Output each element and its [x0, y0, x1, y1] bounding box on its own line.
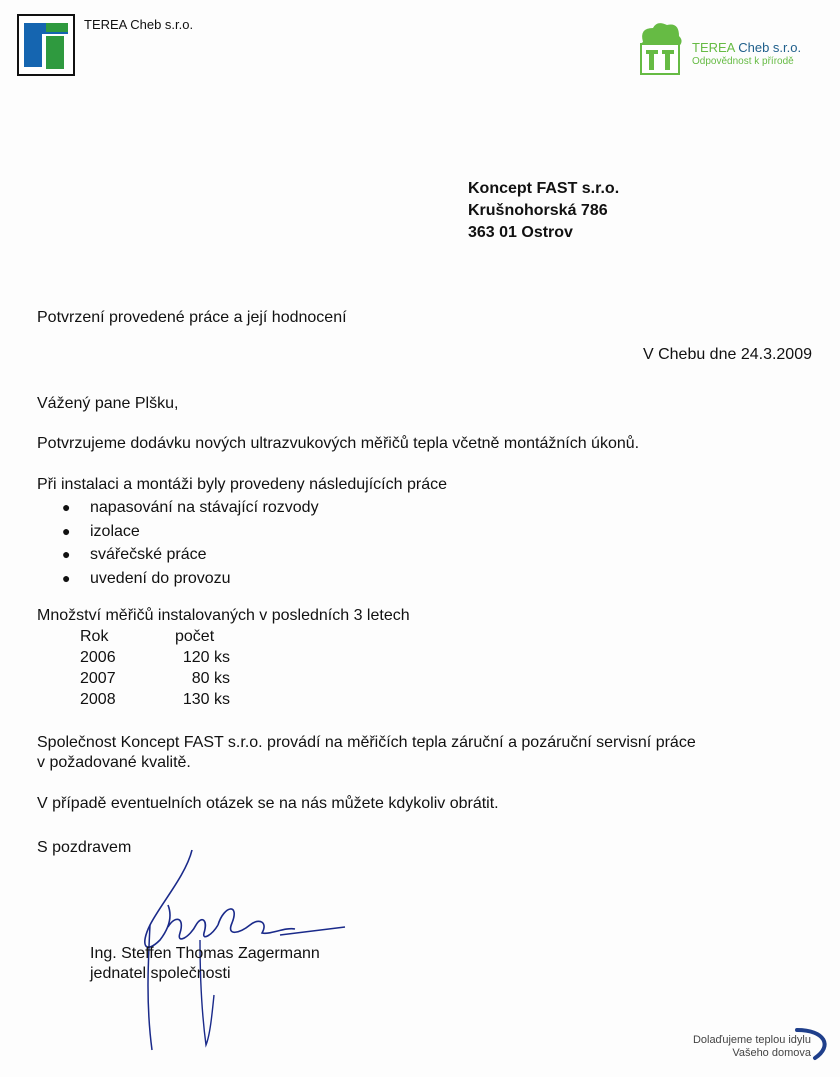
- bullet-icon: ●: [62, 569, 71, 586]
- table-cell-year: 2007: [80, 670, 116, 687]
- bullet-icon: ●: [62, 499, 71, 515]
- table-cell-year: 2006: [80, 649, 116, 666]
- signer-role: jednatel společnosti: [90, 965, 231, 982]
- terea-logo-left: [17, 14, 75, 76]
- table-header-year: Rok: [80, 628, 109, 645]
- table-row: [80, 689, 280, 710]
- recipient-line: Koncept FAST s.r.o.: [468, 180, 620, 197]
- closing: S pozdravem: [37, 839, 132, 856]
- bullet-icon: ●: [62, 522, 71, 539]
- meters-table: [80, 626, 280, 710]
- meters-intro: Množství měřičů instalovaných v posledních 3 letech: [37, 607, 410, 624]
- works-intro: Při instalaci a montáži byly provedeny následujících práce: [37, 476, 447, 493]
- confirmation-paragraph: Potvrzujeme dodávku nových ultrazvukových měřičů tepla včetně montážních úkonů.: [37, 435, 640, 452]
- table-cell-count: 80 ks: [191, 670, 230, 687]
- table-cell-count: 120 ks: [182, 649, 230, 666]
- footer-slogan: [666, 1034, 811, 1060]
- works-list: [62, 496, 319, 590]
- brand-name: TEREA Cheb s.r.o.: [692, 40, 802, 55]
- company-name-header: TEREA Cheb s.r.o.: [84, 17, 194, 32]
- table-cell-year: 2008: [80, 691, 116, 708]
- recipient-line: Krušnohorská 786: [468, 202, 608, 219]
- table-cell-count: 130 ks: [182, 691, 230, 708]
- questions-paragraph: V případě eventuelních otázek se na nás můžete kdykoliv obrátit.: [37, 795, 499, 812]
- list-item: ● napasování na stávající rozvody: [62, 496, 319, 520]
- bullet-icon: ●: [62, 546, 71, 562]
- footer-slogan-line: Vašeho domova: [732, 1047, 811, 1059]
- terea-tree-logo: [635, 20, 685, 76]
- salutation: Vážený pane Plšku,: [37, 395, 179, 412]
- letter-date: V Chebu dne 24.3.2009: [642, 346, 812, 363]
- service-paragraph-line: Společnost Koncept FAST s.r.o. provádí na měřičích tepla záruční a pozáruční servisní práce: [37, 734, 696, 751]
- swoosh-icon: [795, 1026, 835, 1062]
- table-header-count: počet: [175, 628, 215, 645]
- list-item: ● uvedení do provozu: [62, 567, 319, 591]
- table-row: [80, 647, 280, 668]
- brand-tagline: Odpovědnost k přírodě: [692, 56, 794, 67]
- table-header-row: [80, 626, 280, 647]
- letter-subject: Potvrzení provedené práce a její hodnocení: [37, 309, 347, 326]
- table-row: [80, 668, 280, 689]
- service-paragraph-line: v požadované kvalitě.: [37, 754, 191, 771]
- recipient-line: 363 01 Ostrov: [468, 224, 573, 241]
- list-item: ● svářečské práce: [62, 543, 319, 567]
- signer-name: Ing. Steffen Thomas Zagermann: [90, 945, 320, 962]
- footer-slogan-line: Dolaďujeme teplou idylu: [692, 1034, 811, 1046]
- recipient-address: [468, 178, 619, 244]
- list-item: ● izolace: [62, 520, 319, 544]
